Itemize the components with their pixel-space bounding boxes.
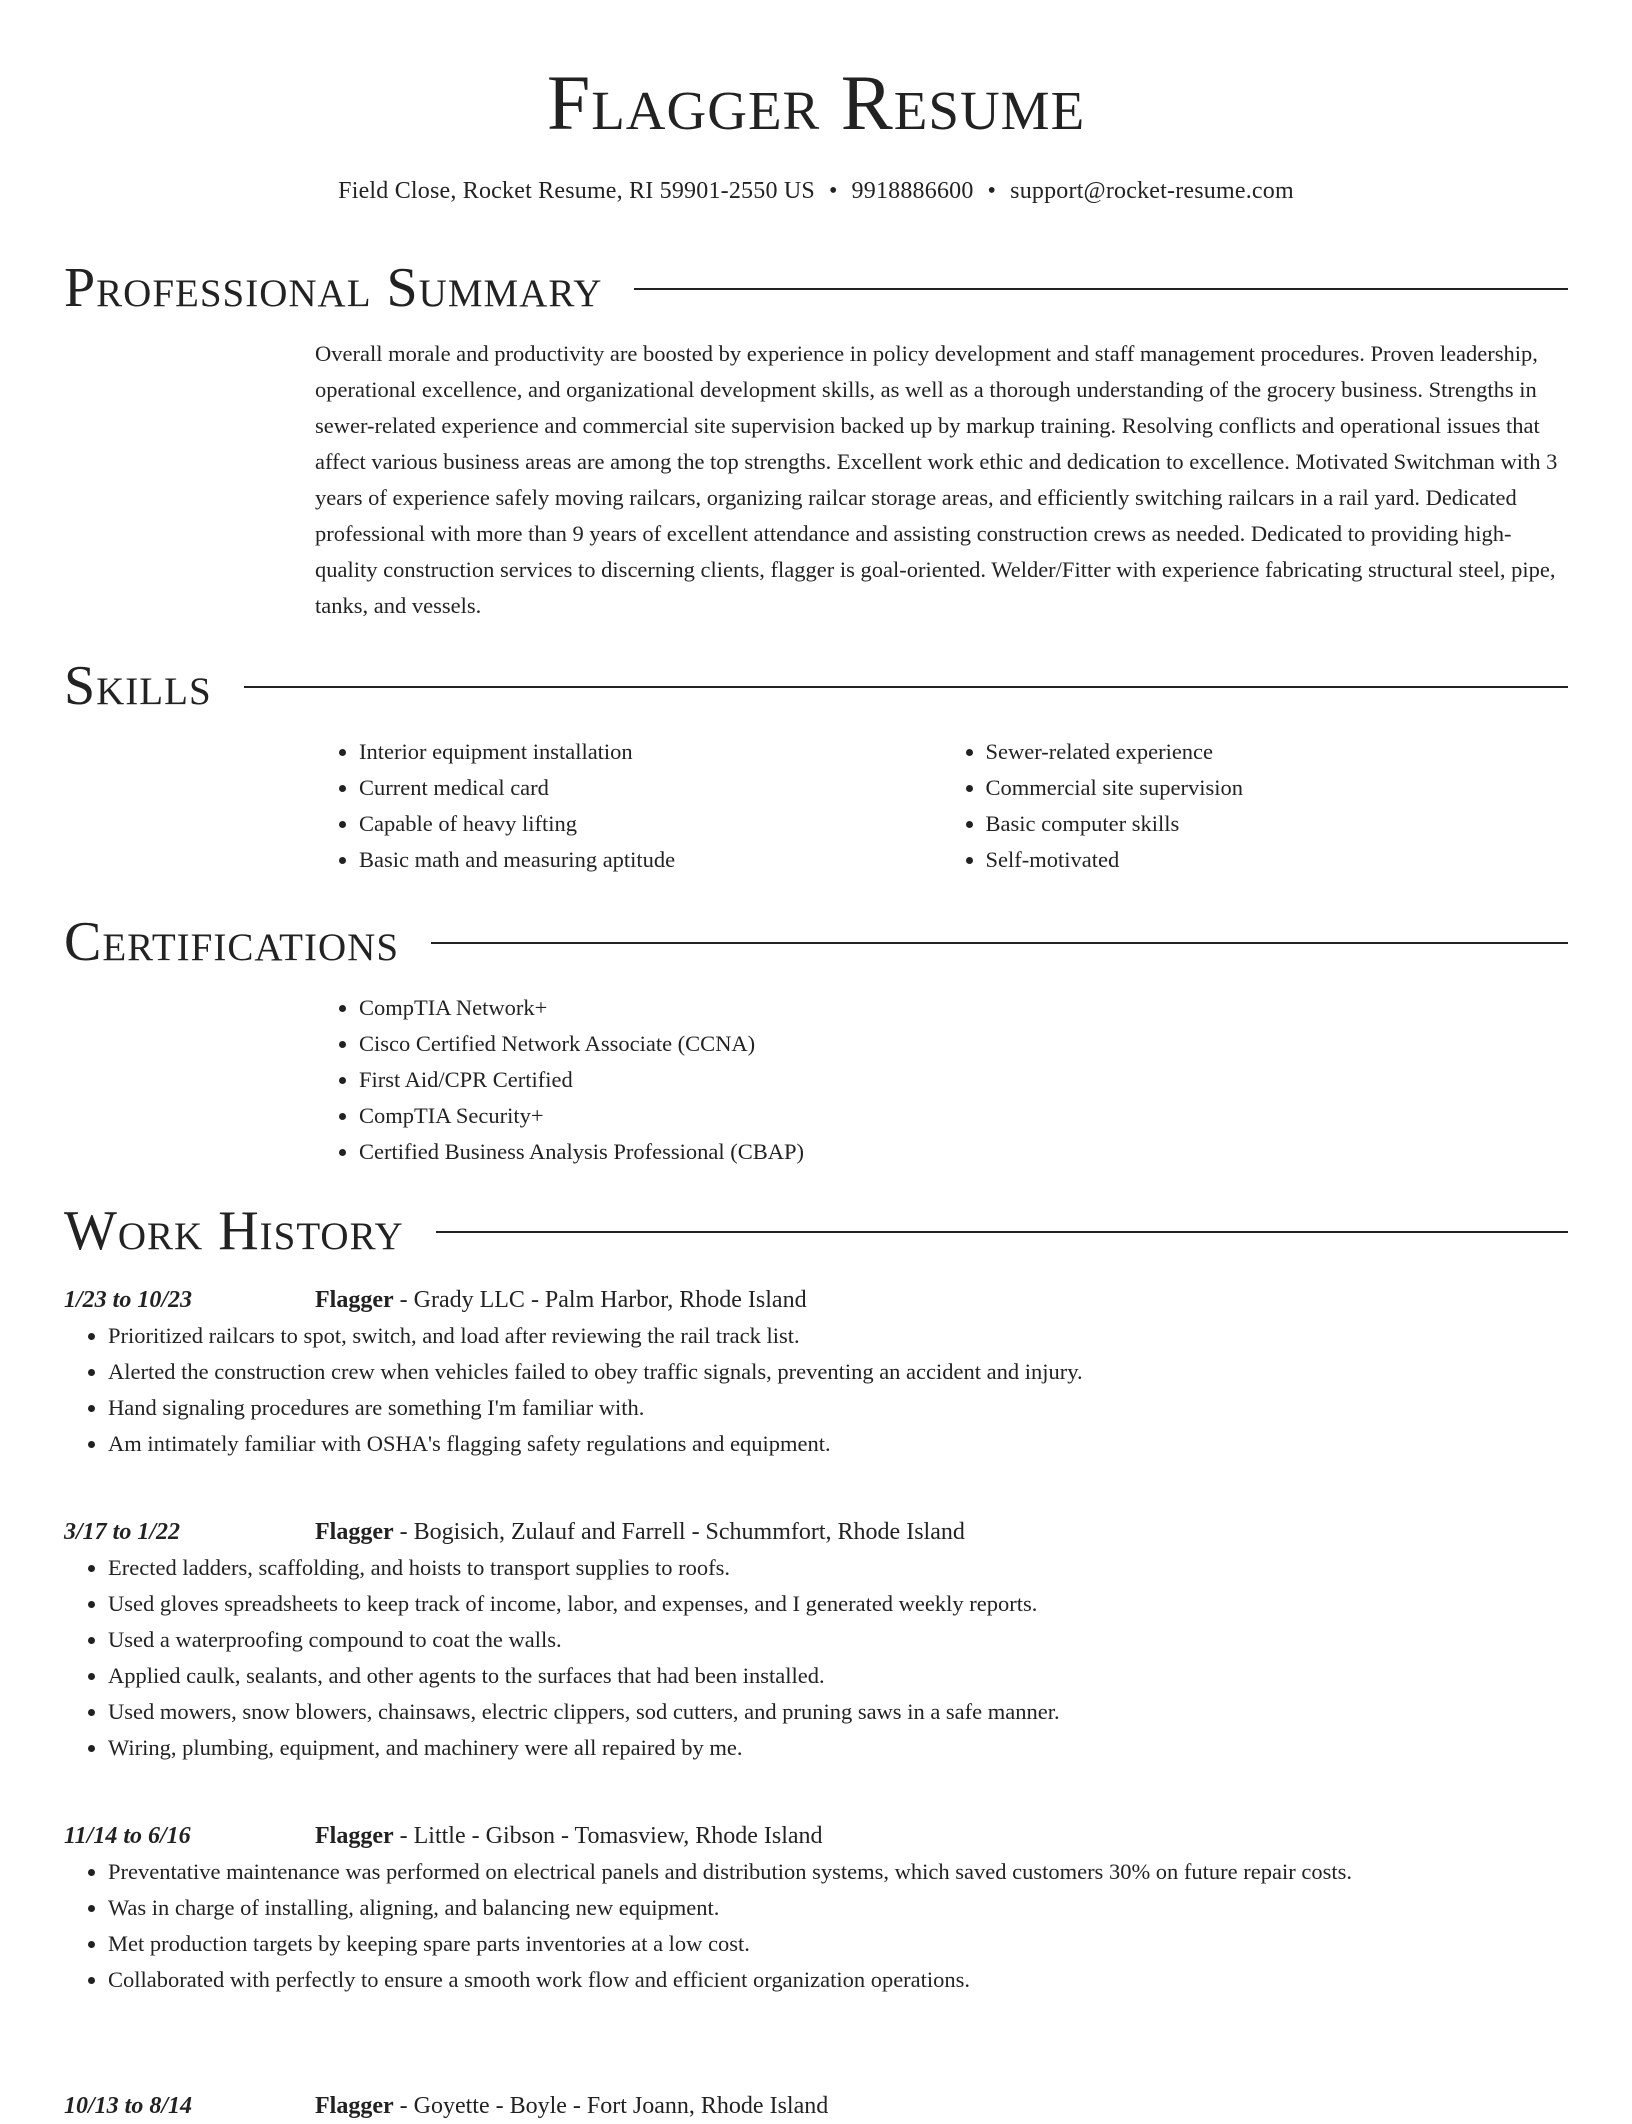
resume-name: Flagger Resume bbox=[546, 59, 1086, 146]
job-entry bbox=[64, 1282, 1568, 1462]
skill-item: • Sewer-related experience bbox=[986, 734, 1569, 770]
job-bullet: • Prioritized railcars to spot, switch, and load after reviewing the rail track list. bbox=[108, 1318, 1568, 1354]
section-title: Professional Summary bbox=[64, 257, 603, 319]
job-entry bbox=[64, 2088, 1568, 2124]
contact-address: Field Close, Rocket Resume, RI 59901-2550 US bbox=[338, 178, 815, 204]
certifications-list bbox=[315, 990, 1568, 1170]
skill-item: • Basic computer skills bbox=[986, 806, 1569, 842]
contact-phone: 9918886600 bbox=[851, 178, 974, 204]
job-role: Flagger bbox=[315, 2093, 394, 2119]
contact-separator: • bbox=[828, 178, 838, 204]
job-role: Flagger bbox=[315, 1519, 394, 1545]
contact-line bbox=[64, 176, 1568, 206]
job-role: Flagger bbox=[315, 1823, 394, 1849]
certification-item: • CompTIA Security+ bbox=[359, 1098, 1568, 1134]
summary-header bbox=[64, 256, 1568, 320]
job-bullet: • Erected ladders, scaffolding, and hoists to transport supplies to roofs. bbox=[108, 1550, 1568, 1586]
job-bullet: • Collaborated with perfectly to ensure a smooth work flow and efficient organization operations. bbox=[108, 1962, 1568, 1998]
skills-header bbox=[64, 654, 1568, 718]
skill-item: • Current medical card bbox=[359, 770, 942, 806]
summary-section bbox=[64, 256, 1568, 624]
job-bullet: • Am intimately familiar with OSHA's flagging safety regulations and equipment. bbox=[108, 1426, 1568, 1462]
job-dates: 10/13 to 8/14 bbox=[64, 2093, 193, 2119]
certifications-section bbox=[64, 910, 1568, 1170]
job-bullet: • Wiring, plumbing, equipment, and machinery were all repaired by me. bbox=[108, 1730, 1568, 1766]
summary-body bbox=[315, 336, 1568, 624]
job-bullet: • Preventative maintenance was performed on electrical panels and distribution systems, which saved customers 30% on future repair costs. bbox=[108, 1854, 1568, 1890]
section-divider bbox=[431, 942, 1568, 944]
skill-item: • Self-motivated bbox=[986, 842, 1569, 878]
job-title-line bbox=[315, 1282, 1568, 1318]
summary-text: Overall morale and productivity are boosted by experience in policy development and staff management procedures. Proven leadership, operational excellence, and organizational development skills, as well as a thorough understanding of the grocery business. Strengths in sewer-related experience and commercial site supervision backed up by markup training. Resolving conflicts and operational issues that affect various business areas are among the top strengths. Excellent work ethic and dedication to excellence. Motivated Switchman with 3 years of experience safely moving railcars, organizing railcar storage areas, and efficiently switching railcars in a rail yard. Dedicated professional with more than 9 years of excellent attendance and assisting construction crews as needed. Dedicated to providing high-quality construction services to discerning clients, flagger is goal-oriented. Welder/Fitter with experience fabricating structural steel, pipe, tanks, and vessels. bbox=[315, 341, 1558, 618]
contact-separator: • bbox=[987, 178, 997, 204]
job-entry bbox=[64, 1514, 1568, 1766]
section-title: Certifications bbox=[64, 911, 400, 973]
skills-list-right bbox=[942, 734, 1569, 878]
certification-item: • Cisco Certified Network Associate (CCNA) bbox=[359, 1026, 1568, 1062]
certification-item: • CompTIA Network+ bbox=[359, 990, 1568, 1026]
certifications-body bbox=[315, 990, 1568, 1170]
job-employer: - Little - Gibson - Tomasview, Rhode Island bbox=[393, 1823, 823, 1849]
certification-item: • First Aid/CPR Certified bbox=[359, 1062, 1568, 1098]
section-title: Skills bbox=[64, 655, 212, 717]
section-title: Work History bbox=[64, 1200, 404, 1262]
certifications-header bbox=[64, 910, 1568, 974]
section-divider bbox=[634, 288, 1568, 290]
job-dates: 3/17 to 1/22 bbox=[64, 1519, 181, 1545]
job-bullet: • Used gloves spreadsheets to keep track of income, labor, and expenses, and I generated weekly reports. bbox=[108, 1586, 1568, 1622]
job-title-line bbox=[315, 1514, 1568, 1550]
contact-email: support@rocket-resume.com bbox=[1010, 178, 1294, 204]
skill-item: • Commercial site supervision bbox=[986, 770, 1569, 806]
job-title-line bbox=[315, 2088, 1568, 2124]
job-bullet: • Applied caulk, sealants, and other agents to the surfaces that had been installed. bbox=[108, 1658, 1568, 1694]
job-bullet: • Used mowers, snow blowers, chainsaws, electric clippers, sod cutters, and pruning saws in a safe manner. bbox=[108, 1694, 1568, 1730]
job-dates: 1/23 to 10/23 bbox=[64, 1287, 193, 1313]
job-employer: - Goyette - Boyle - Fort Joann, Rhode Island bbox=[393, 2093, 829, 2119]
job-entry bbox=[64, 1818, 1568, 1998]
job-bullet: • Alerted the construction crew when vehicles failed to obey traffic signals, preventing an accident and injury. bbox=[108, 1354, 1568, 1390]
certification-item: • Certified Business Analysis Professional (CBAP) bbox=[359, 1134, 1568, 1170]
job-bullet: • Was in charge of installing, aligning, and balancing new equipment. bbox=[108, 1890, 1568, 1926]
job-title-line bbox=[315, 1818, 1568, 1854]
job-bullets bbox=[64, 1550, 1568, 1766]
job-bullet: • Used a waterproofing compound to coat the walls. bbox=[108, 1622, 1568, 1658]
work-history-header bbox=[64, 1199, 1568, 1263]
section-divider bbox=[436, 1231, 1568, 1233]
job-dates: 11/14 to 6/16 bbox=[64, 1823, 191, 1849]
skills-section bbox=[64, 654, 1568, 878]
skills-grid bbox=[315, 734, 1568, 878]
job-employer: - Bogisich, Zulauf and Farrell - Schummfort, Rhode Island bbox=[393, 1519, 965, 1545]
job-role: Flagger bbox=[315, 1287, 394, 1313]
job-bullets bbox=[64, 1318, 1568, 1462]
job-bullet: • Met production targets by keeping spare parts inventories at a low cost. bbox=[108, 1926, 1568, 1962]
job-employer: - Grady LLC - Palm Harbor, Rhode Island bbox=[393, 1287, 807, 1313]
skill-item: • Capable of heavy lifting bbox=[359, 806, 942, 842]
skills-list-left bbox=[315, 734, 942, 878]
job-bullet: • Hand signaling procedures are something I'm familiar with. bbox=[108, 1390, 1568, 1426]
skill-item: • Interior equipment installation bbox=[359, 734, 942, 770]
skill-item: • Basic math and measuring aptitude bbox=[359, 842, 942, 878]
work-history-section bbox=[64, 1199, 1568, 1263]
job-bullets bbox=[64, 1854, 1568, 1998]
section-divider bbox=[244, 686, 1568, 688]
